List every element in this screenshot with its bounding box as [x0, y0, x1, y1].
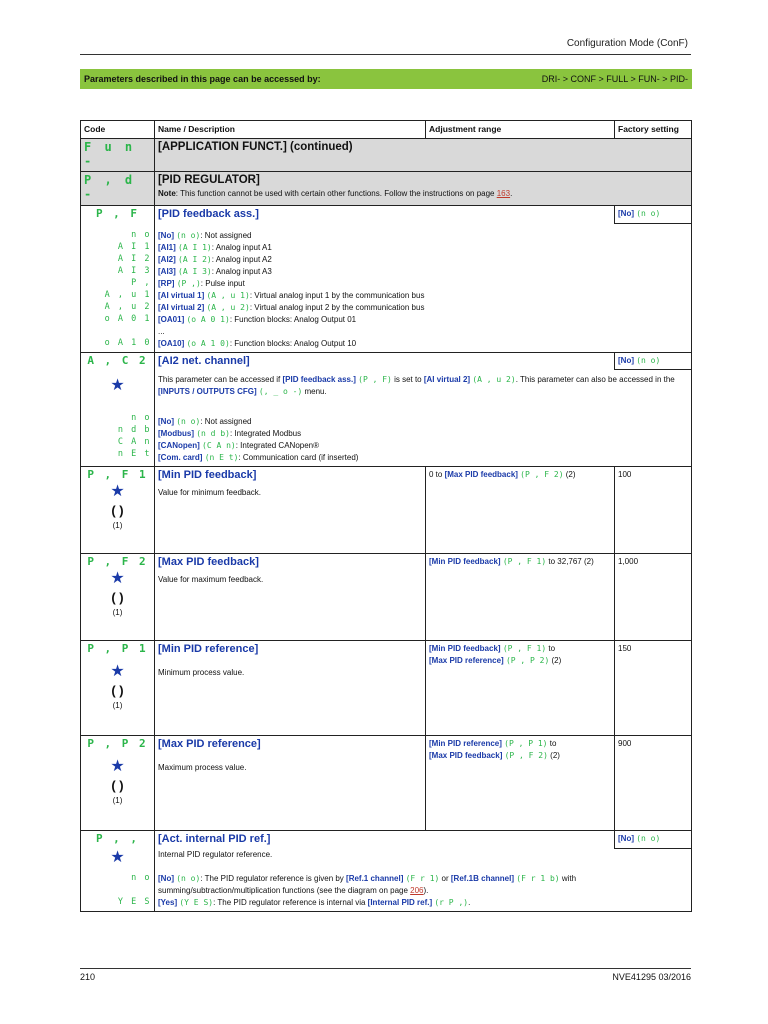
access-banner [80, 69, 692, 89]
row-aic2-body [81, 370, 692, 467]
row-pid [81, 172, 692, 206]
row-aic2-title [81, 352, 692, 370]
desc-ref: [INPUTS / OUTPUTS CFG] [158, 387, 257, 396]
desc-text: is set to [391, 375, 424, 384]
opt-desc: summing/subtraction/multiplication functions (see the diagram on page [158, 885, 411, 895]
star-icon: ★ [110, 758, 125, 775]
range-ref: [Min PID reference] [429, 739, 502, 748]
opt-code [84, 325, 151, 337]
factory-aic2: [No] [618, 355, 634, 365]
opt-code: A I 1 [117, 242, 151, 252]
opt-ref-code: (r P ,) [434, 897, 469, 907]
code-pif1: P , F 1 [87, 468, 148, 481]
factory-aic2-code: (n o) [636, 355, 661, 365]
list-item [158, 897, 688, 909]
aic2-description [158, 374, 688, 416]
opt-ellipsis: ... [158, 326, 165, 336]
range-ref: [Max PID feedback] [444, 470, 518, 479]
title-pif1: [Min PID feedback] [158, 469, 257, 481]
desc-pii: Internal PID regulator reference. [158, 849, 273, 859]
desc-ref: [AI virtual 2] [423, 375, 471, 384]
opt-desc: with [559, 873, 577, 883]
banner-menu-path: DRI- > CONF > FULL > FUN- > PID- [541, 74, 688, 84]
header-rule [80, 54, 691, 55]
title-pii: [Act. internal PID ref.] [158, 833, 271, 845]
footnote-ref: (1) [112, 701, 123, 710]
parameter-table [80, 120, 692, 912]
opt-name: [Com. card] [158, 453, 203, 462]
cycle-icon: ( ) [111, 778, 124, 793]
opt-code: A , u 2 [104, 302, 151, 312]
cycle-icon: ( ) [111, 503, 124, 518]
list-item [158, 326, 688, 338]
row-pip2 [81, 736, 692, 831]
opt-ref: [Ref.1B channel] [450, 873, 515, 883]
range-code: (P , P 2) [505, 656, 550, 665]
opt-code: C A n [117, 436, 151, 447]
row-pii-title [81, 831, 692, 849]
opt-desc: : Virtual analog input 2 by the communication bus [249, 302, 425, 312]
list-item [158, 302, 688, 314]
opt-ref: [Internal PID ref.] [367, 897, 433, 907]
list-item [158, 440, 688, 452]
factory-pip2: 900 [615, 736, 692, 831]
desc-text: menu. [302, 387, 327, 396]
code-pif2: P , F 2 [87, 555, 148, 568]
opt-desc: : The PID regulator reference is internal via [213, 897, 368, 907]
list-item [158, 230, 688, 242]
desc-pip1: Minimum process value. [158, 668, 245, 677]
range-code: (P , F 2) [504, 751, 548, 760]
opt-code-inline: (A I 2) [178, 254, 212, 264]
opt-desc: : Function blocks: Analog Output 10 [229, 338, 357, 348]
opt-code-inline: (A I 3) [178, 266, 212, 276]
banner-label: Parameters described in this page can be accessed by: [84, 74, 321, 84]
opt-ref-code: (F r 1) [405, 873, 440, 883]
range-code: (P , P 1) [504, 739, 548, 748]
row-pii-body [81, 848, 692, 911]
opt-name: [AI virtual 2] [158, 302, 205, 312]
opt-desc: : The PID regulator reference is given by [200, 873, 347, 883]
code-pid: P , d - [84, 173, 136, 201]
opt-name: [AI virtual 1] [158, 290, 205, 300]
star-icon: ★ [110, 483, 125, 500]
range-ref: [Max PID reference] [429, 656, 504, 665]
desc-text: This parameter can be accessed if [158, 375, 283, 384]
opt-name: [No] [158, 873, 174, 883]
factory-pii: [No] [618, 834, 634, 843]
opt-desc: : Analog input A1 [211, 242, 272, 252]
opt-code: n d b [117, 424, 151, 435]
star-icon: ★ [110, 849, 125, 866]
code-aic2: A , C 2 [87, 353, 148, 367]
opt-code-inline: (n d b) [196, 429, 230, 438]
opt-code: n o [131, 873, 151, 883]
footnote-ref: (1) [112, 521, 123, 530]
opt-name: [Modbus] [158, 429, 194, 438]
note-page-link[interactable]: 163 [496, 189, 511, 198]
factory-pif-code: (n o) [636, 209, 661, 218]
opt-ref: [Ref.1 channel] [346, 873, 404, 883]
row-pif2 [81, 554, 692, 641]
list-item-continued [158, 885, 688, 897]
code-pip1: P , P 1 [87, 642, 148, 655]
desc-code: (A , u 2) [472, 375, 516, 384]
factory-pip1: 150 [615, 641, 692, 736]
star-icon: ★ [110, 663, 125, 680]
title-fun: [APPLICATION FUNCT.] (continued) [158, 141, 353, 153]
list-item [158, 254, 688, 266]
opt-code: o A 1 0 [104, 338, 151, 348]
note-text: : This function cannot be used with certain other functions. Follow the instructions on page [175, 189, 497, 198]
factory-pii-code: (n o) [636, 834, 661, 843]
list-item [158, 290, 688, 302]
document-id: NVE41295 03/2016 [612, 972, 691, 982]
opt-code-inline: (n o) [176, 873, 201, 883]
opt-desc: . [468, 897, 471, 907]
opt-code: A , u 1 [104, 290, 151, 300]
note-end: . [510, 189, 513, 198]
cycle-icon: ( ) [111, 590, 124, 605]
range-ref: [Max PID feedback] [429, 751, 503, 760]
opt-code-inline: (o A 1 0) [186, 338, 230, 348]
list-item [158, 278, 688, 290]
title-pif: [PID feedback ass.] [158, 208, 259, 220]
list-item [158, 338, 688, 350]
opt-desc: ). [423, 885, 429, 895]
table-header-row [81, 121, 692, 139]
opt-name: [OA01] [158, 314, 185, 324]
opt-code: n o [131, 230, 151, 240]
opt-code: n o [131, 412, 151, 423]
footnote-ref: (1) [112, 796, 123, 805]
opt-name: [AI1] [158, 242, 176, 252]
page-number: 210 [80, 972, 96, 982]
opt-name: [AI3] [158, 266, 176, 276]
range-code: (P , F 1) [502, 644, 547, 653]
row-pip1 [81, 641, 692, 736]
note-label: Note [158, 189, 176, 198]
code-pii: P , , [95, 832, 140, 845]
range-code: (P , F 1) [502, 557, 547, 566]
opt-code: o A 0 1 [104, 314, 151, 324]
opt-code [84, 884, 151, 896]
opt-code-inline: (n o) [176, 417, 201, 426]
row-pif-title [81, 206, 692, 224]
cycle-icon: ( ) [111, 683, 124, 698]
desc-pif2: Value for maximum feedback. [158, 575, 264, 584]
opt-code-inline: (A I 1) [178, 242, 212, 252]
row-pif1 [81, 467, 692, 554]
star-icon: ★ [110, 570, 125, 587]
opt-code-inline: (A , u 1) [206, 290, 250, 300]
opt-name: [Yes] [158, 897, 178, 907]
range-text: (2) [563, 470, 576, 479]
page-link[interactable]: 206 [410, 885, 424, 895]
opt-code-inline: (P ,) [176, 278, 201, 288]
range-text: to [547, 739, 557, 748]
range-text: 0 to [429, 470, 445, 479]
list-item [158, 242, 688, 254]
range-code: (P , F 2) [520, 470, 564, 479]
opt-desc: : Function blocks: Analog Output 01 [229, 314, 357, 324]
opt-desc: : Pulse input [200, 278, 245, 288]
opt-name: [RP] [158, 278, 175, 288]
opt-desc: : Not assigned [200, 230, 252, 240]
opt-code: A I 2 [117, 254, 151, 264]
header-mode: Configuration Mode (ConF) [566, 38, 688, 49]
header-code: Code [81, 121, 155, 139]
desc-ref: [PID feedback ass.] [282, 375, 356, 384]
code-pip2: P , P 2 [87, 737, 148, 750]
row-fun [81, 139, 692, 172]
header-range: Adjustment range [426, 121, 615, 139]
desc-pif1: Value for minimum feedback. [158, 488, 262, 497]
opt-desc: : Analog input A2 [211, 254, 272, 264]
opt-desc: : Analog input A3 [211, 266, 272, 276]
header-factory: Factory setting [615, 121, 692, 139]
desc-code: (P , F) [358, 375, 392, 384]
code-pif: P , F [95, 207, 140, 220]
desc-text: . This parameter can also be accessed in the [515, 375, 675, 384]
opt-desc: : Integrated Modbus [229, 429, 302, 438]
desc-pip2: Maximum process value. [158, 763, 247, 772]
factory-pif1: 100 [615, 467, 692, 554]
range-text: (2) [549, 656, 562, 665]
opt-ref-code: (F r 1 b) [516, 873, 560, 883]
footnote-ref: (1) [112, 608, 123, 617]
opt-code: A I 3 [117, 266, 151, 276]
opt-code-inline: (Y E S) [179, 897, 214, 907]
row-pif-options [81, 223, 692, 352]
title-pid: [PID REGULATOR] [158, 174, 260, 186]
title-aic2: [AI2 net. channel] [158, 354, 250, 367]
opt-code-inline: (n o) [176, 230, 201, 240]
factory-pif: [No] [618, 209, 634, 218]
range-text: to [546, 644, 556, 653]
header-name: Name / Description [155, 121, 426, 139]
opt-name: [AI2] [158, 254, 176, 264]
list-item [158, 266, 688, 278]
opt-code: Y E S [117, 897, 151, 907]
title-pif2: [Max PID feedback] [158, 556, 259, 568]
list-item [158, 452, 688, 464]
opt-desc: : Not assigned [200, 417, 252, 426]
opt-name: [CANopen] [158, 441, 200, 450]
title-pip1: [Min PID reference] [158, 643, 259, 655]
footer-rule [80, 968, 691, 969]
title-pip2: [Max PID reference] [158, 738, 261, 750]
opt-name: [No] [158, 230, 174, 240]
list-item [158, 428, 688, 440]
list-item [158, 314, 688, 326]
range-text: to 32,767 (2) [546, 557, 594, 566]
code-fun: F u n - [84, 140, 136, 168]
opt-code: n E t [117, 448, 151, 459]
opt-code-inline: (C A n) [202, 441, 236, 450]
opt-code-inline: (o A 0 1) [186, 314, 230, 324]
opt-desc: or [439, 873, 451, 883]
list-item [158, 873, 688, 885]
opt-code-inline: (A , u 2) [206, 302, 250, 312]
opt-code: P , [131, 278, 151, 288]
opt-name: [No] [158, 417, 174, 426]
list-item [158, 416, 688, 428]
opt-desc: : Communication card (if inserted) [238, 453, 359, 462]
range-text: (2) [547, 751, 560, 760]
desc-code: (, _ o -) [258, 387, 303, 396]
opt-code-inline: (n E t) [204, 453, 239, 462]
range-ref: [Min PID feedback] [429, 644, 501, 653]
star-icon: ★ [110, 376, 125, 394]
range-ref: [Min PID feedback] [429, 557, 501, 566]
opt-desc: : Integrated CANopen® [235, 441, 320, 450]
opt-desc: : Virtual analog input 1 by the communication bus [249, 290, 425, 300]
factory-pif2: 1,000 [615, 554, 692, 641]
opt-name: [OA10] [158, 338, 185, 348]
